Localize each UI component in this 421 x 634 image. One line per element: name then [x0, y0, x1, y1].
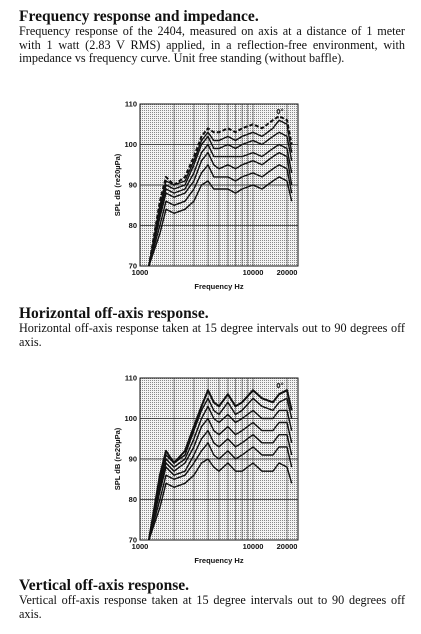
- section-body-vertical-off-axis: Vertical off-axis response taken at 15 degree intervals out to 90 degrees off axis.: [19, 593, 405, 621]
- chart-annotation: 0°: [276, 381, 284, 390]
- section-body-horizontal-off-axis: Horizontal off-axis response taken at 15 degree intervals out to 90 degrees off axis.: [19, 321, 405, 349]
- x-tick-label: 1000: [131, 268, 149, 277]
- y-tick-label: 80: [128, 495, 137, 504]
- section-title-vertical-off-axis: Vertical off-axis response.: [19, 577, 190, 594]
- y-tick-label: 70: [128, 261, 137, 271]
- x-tick-label: 1000: [131, 542, 149, 551]
- x-tick-label: 10000: [242, 542, 264, 551]
- y-tick-label: 100: [124, 414, 137, 423]
- section-body-frequency-response: Frequency response of the 2404, measured on axis at a distance of 1 meter with 1 watt (2.83 V RMS) applied, in a reflection-free environment, with impedance vs frequency curve. Unit free standing (without baffle).: [19, 24, 405, 66]
- y-tick-label: 110: [124, 373, 137, 383]
- x-tick-label: 10000: [242, 268, 264, 277]
- y-tick-label: 80: [128, 221, 137, 230]
- y-tick-label: 90: [128, 180, 137, 190]
- y-axis-label: SPL dB (re20µPa): [113, 427, 122, 491]
- y-tick-label: 70: [128, 535, 137, 545]
- section-title-horizontal-off-axis: Horizontal off-axis response.: [19, 305, 209, 322]
- y-tick-label: 100: [124, 140, 137, 149]
- frequency-response-chart-svg: [108, 98, 328, 298]
- y-tick-label: 110: [124, 99, 137, 109]
- x-axis-label: Frequency Hz: [194, 282, 244, 291]
- horizontal-off-axis-chart-svg: [108, 372, 328, 572]
- section-title-frequency-response: Frequency response and impedance.: [19, 8, 259, 25]
- x-tick-label: 20000: [276, 542, 298, 551]
- y-tick-label: 90: [128, 454, 137, 464]
- y-axis-label: SPL dB (re20µPa): [113, 153, 122, 217]
- horizontal-off-axis-chart: [108, 372, 328, 572]
- x-axis-label: Frequency Hz: [194, 556, 244, 565]
- frequency-response-chart: [108, 98, 328, 298]
- chart-annotation: 0°: [276, 107, 284, 116]
- x-tick-label: 20000: [276, 268, 298, 277]
